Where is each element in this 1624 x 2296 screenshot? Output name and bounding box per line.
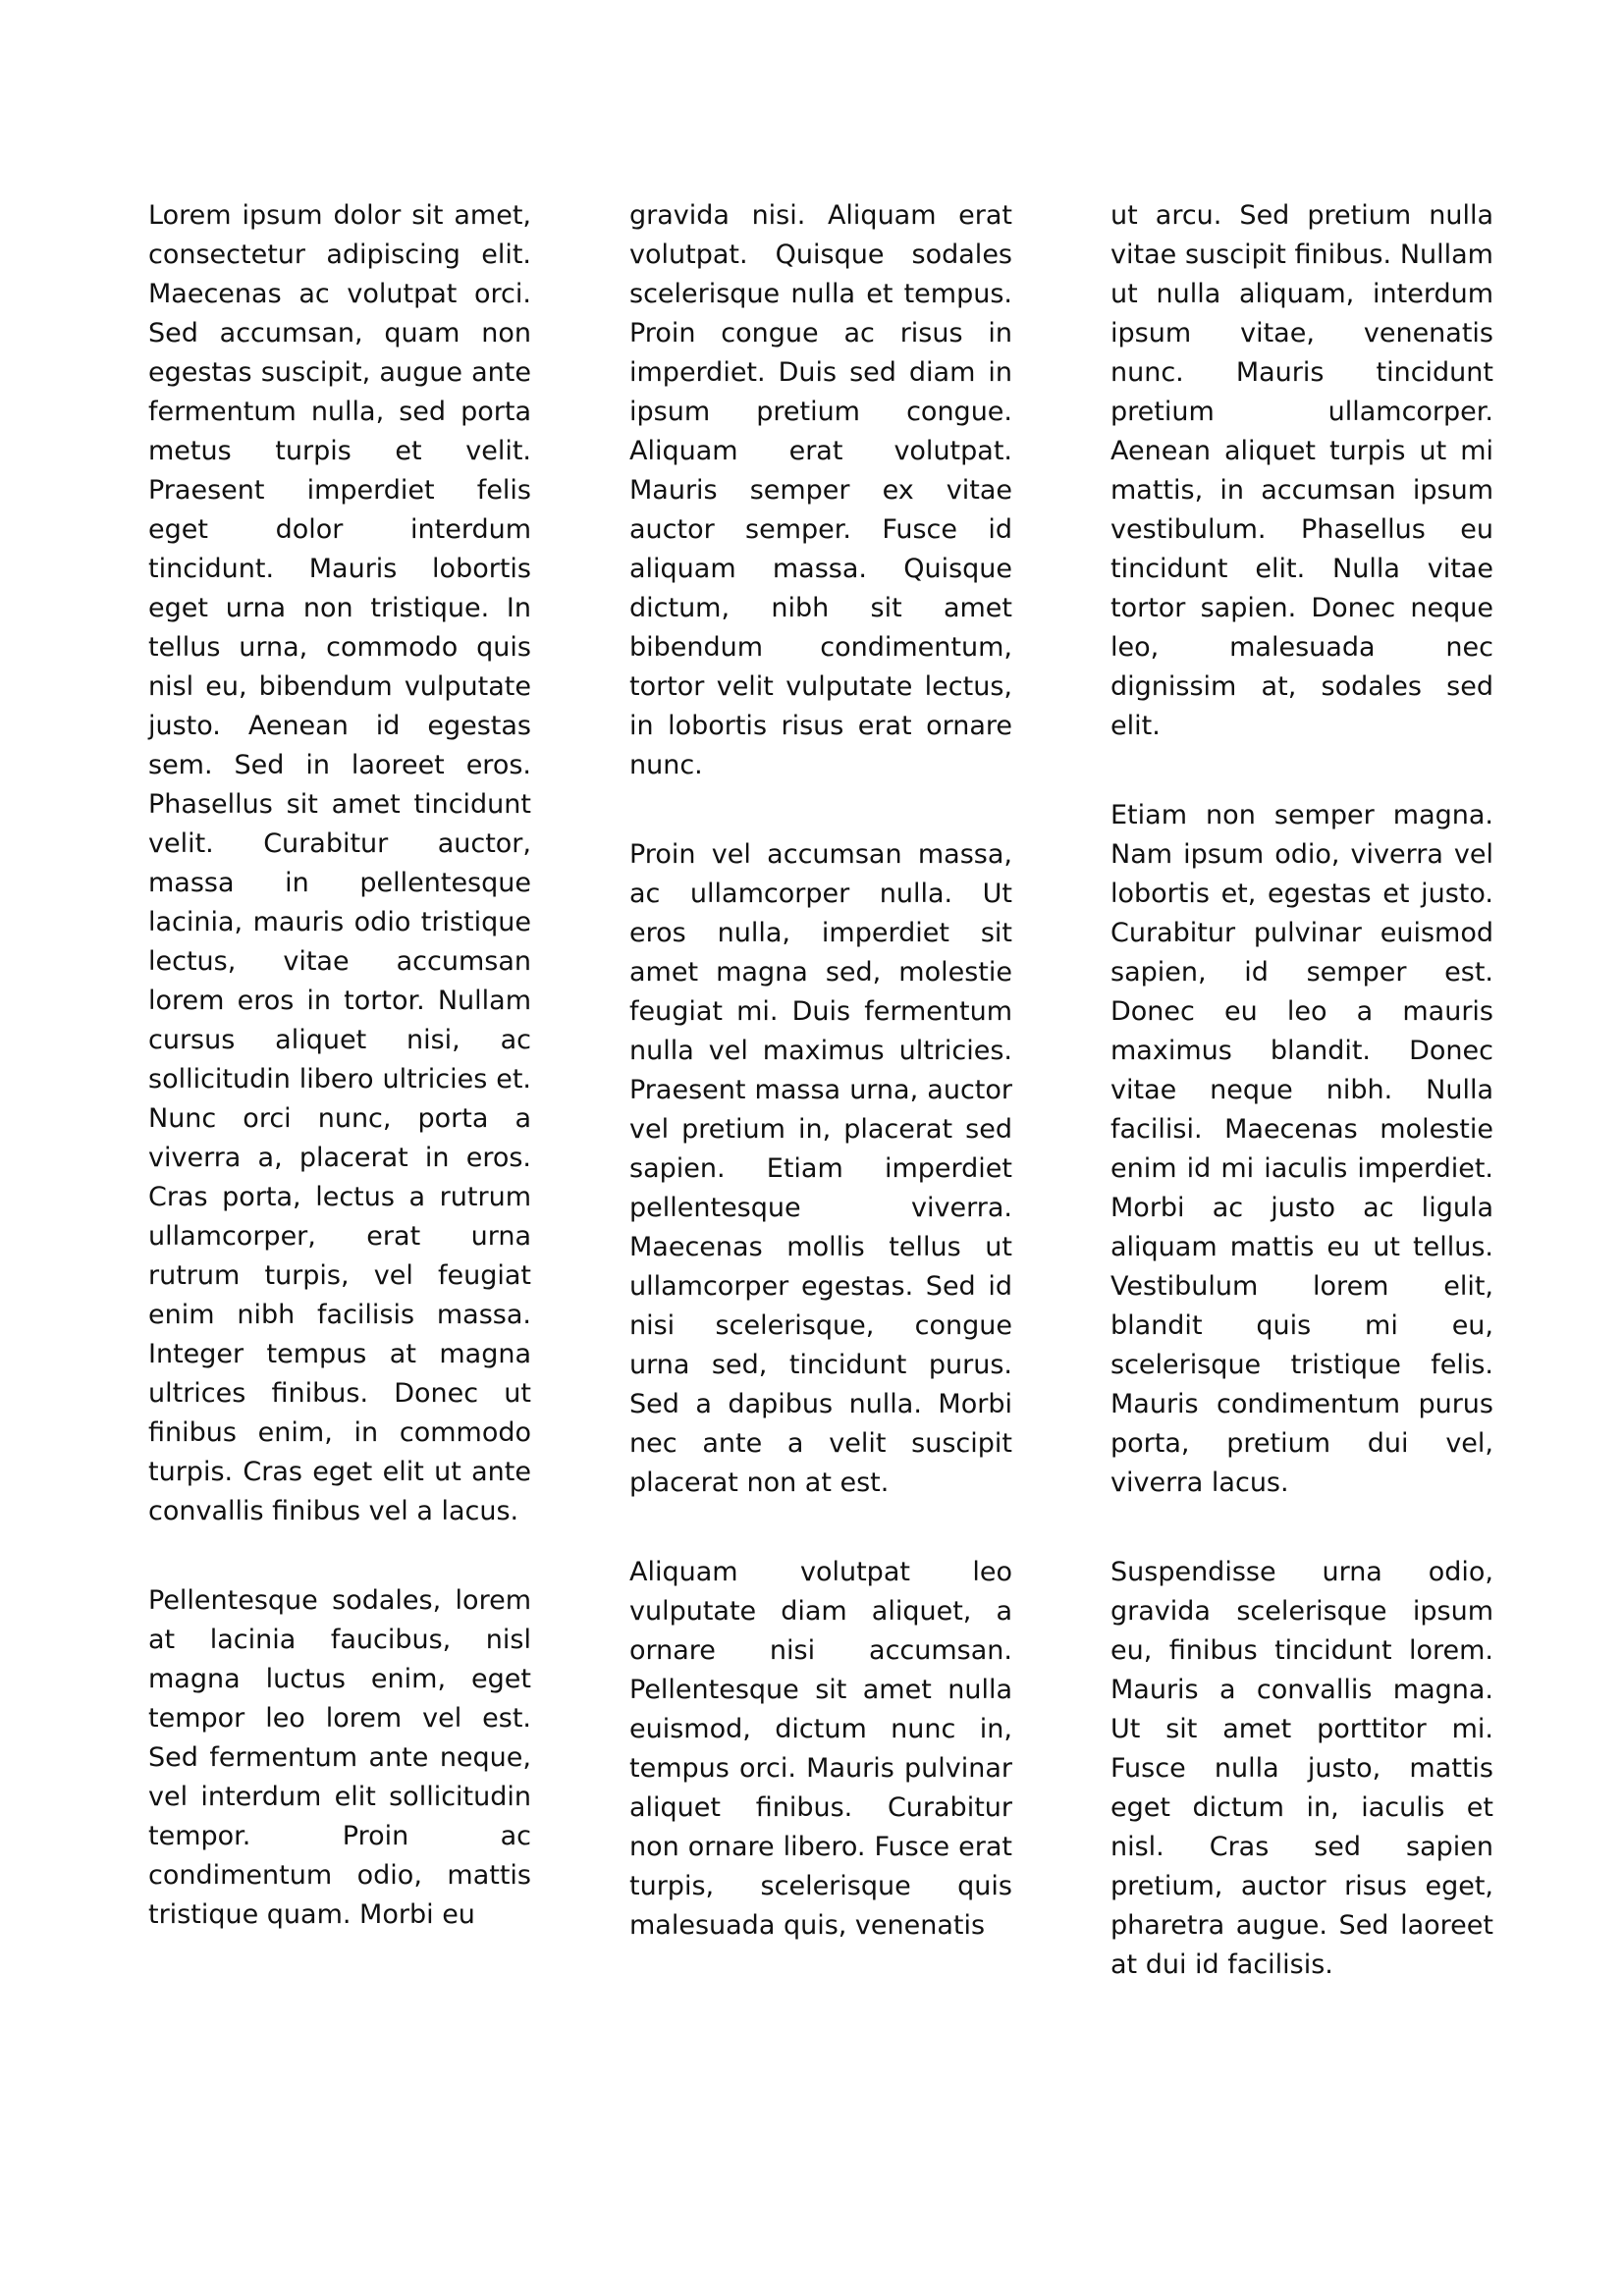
text-column-2 [629, 196, 1012, 1946]
paragraph: Lorem ipsum dolor sit amet, consectetur adipiscing elit. Maecenas ac volutpat orci. Sed accumsan, quam non egestas suscipit, augue ante fermentum nulla, sed porta metus turpis et velit. Praesent imperdiet felis eget dolor interdum tincidunt. Mauris lobortis eget urna non tristique. In tellus urna, commodo quis nisl eu, bibendum vulputate justo. Aenean id egestas sem. Sed in laoreet eros. Phasellus sit amet tincidunt velit. Curabitur auctor, massa in pellentesque lacinia, mauris odio tristique lectus, vitae accumsan lorem eros in tortor. Nullam cursus aliquet nisi, ac sollicitudin libero ultricies et. Nunc orci nunc, porta a viverra a, placerat in eros. Cras porta, lectus a rutrum ullamcorper, erat urna rutrum turpis, vel feugiat enim nibh facilisis massa. Integer tempus at magna ultrices finibus. Donec ut finibus enim, in commodo turpis. Cras eget elit ut ante convallis finibus vel a lacus. [148, 200, 531, 1526]
paragraph: Pellentesque sodales, lorem at lacinia faucibus, nisl magna luctus enim, eget tempor leo lorem vel est. Sed fermentum ante neque, vel interdum elit sollicitudin tempor. Proin ac condimentum odio, mattis tristique quam. Morbi eu [148, 1585, 531, 1930]
paragraph: Aliquam volutpat leo vulputate diam aliquet, a ornare nisi accumsan. Pellentesque sit amet nulla euismod, dictum nunc in, tempus orci. Mauris pulvinar aliquet finibus. Curabitur non ornare libero. Fusce erat turpis, scelerisque quis malesuada quis, venenatis [629, 1557, 1012, 1941]
paragraph: Etiam non semper magna. Nam ipsum odio, viverra vel lobortis et, egestas et justo. Curabitur pulvinar euismod sapien, id semper est. Donec eu leo a mauris maximus blandit. Donec vitae neque nibh. Nulla facilisi. Maecenas molestie enim id mi iaculis imperdiet. Morbi ac justo ac ligula aliquam mattis eu ut tellus. Vestibulum lorem elit, blandit quis mi eu, scelerisque tristique felis. Mauris condimentum purus porta, pretium dui vel, viverra lacus. [1110, 800, 1493, 1498]
paragraph: gravida nisi. Aliquam erat volutpat. Quisque sodales scelerisque nulla et tempus. Proin congue ac risus in imperdiet. Duis sed diam in ipsum pretium congue. Aliquam erat volutpat. Mauris semper ex vitae auctor semper. Fusce id aliquam massa. Quisque dictum, nibh sit amet bibendum condimentum, tortor velit vulputate lectus, in lobortis risus erat ornare nunc. [629, 200, 1012, 780]
paragraph: Proin vel accumsan massa, ac ullamcorper nulla. Ut eros nulla, imperdiet sit amet magna sed, molestie feugiat mi. Duis fermentum nulla vel maximus ultricies. Praesent massa urna, auctor vel pretium in, placerat sed sapien. Etiam imperdiet pellentesque viverra. Maecenas mollis tellus ut ullamcorper egestas. Sed id nisi scelerisque, congue urna sed, tincidunt purus. Sed a dapibus nulla. Morbi nec ante a velit suscipit placerat non at est. [629, 839, 1012, 1498]
paragraph: Suspendisse urna odio, gravida scelerisque ipsum eu, finibus tincidunt lorem. Mauris a convallis magna. Ut sit amet porttitor mi. Fusce nulla justo, mattis eget dictum in, iaculis et nisl. Cras sed sapien pretium, auctor risus eget, pharetra augue. Sed laoreet at dui id facilisis. [1110, 1557, 1493, 1980]
paragraph: ut arcu. Sed pretium nulla vitae suscipit finibus. Nullam ut nulla aliquam, interdum ipsum vitae, venenatis nunc. Mauris tincidunt pretium ullamcorper. Aenean aliquet turpis ut mi mattis, in accumsan ipsum vestibulum. Phasellus eu tincidunt elit. Nulla vitae tortor sapien. Donec neque leo, malesuada nec dignissim at, sodales sed elit. [1110, 200, 1493, 741]
text-column-3 [1110, 196, 1493, 1985]
text-column-1 [148, 196, 531, 1935]
